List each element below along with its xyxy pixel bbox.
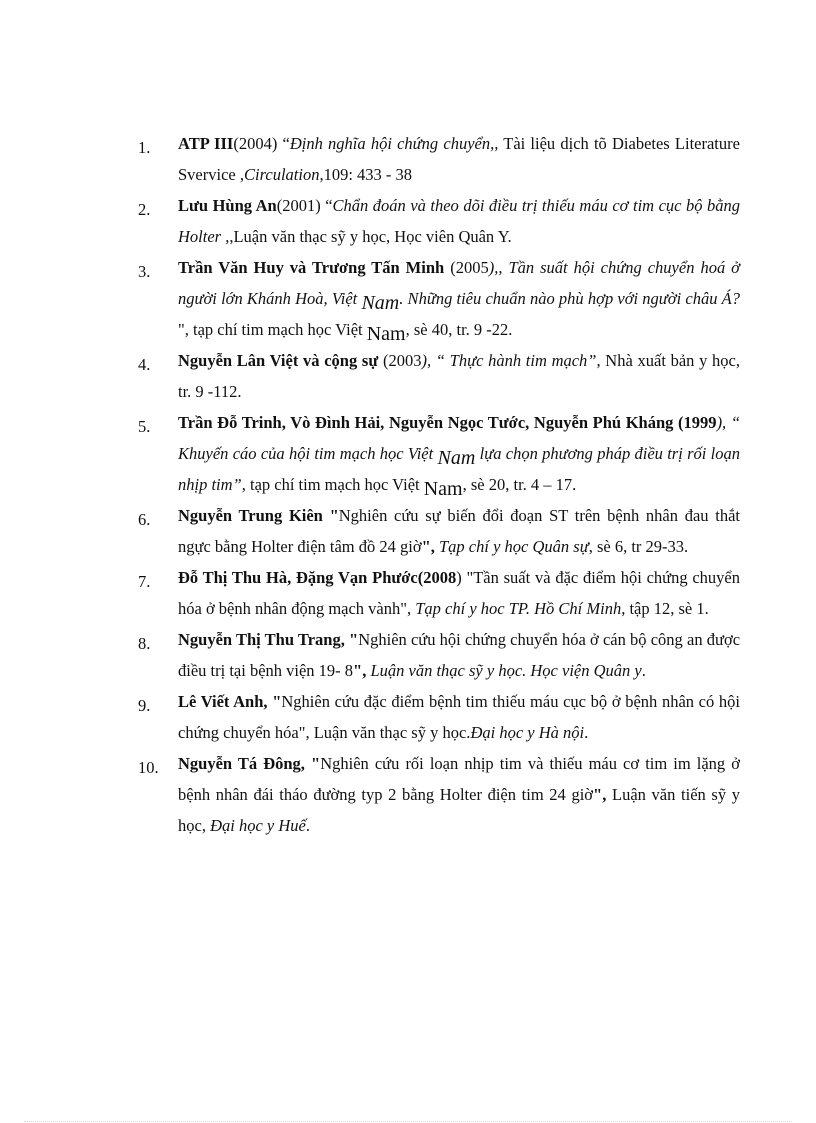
reference-title-text: ),, Tần suất hội chứng chuyển hoá ở người lớn Khánh Hoà, Việt	[178, 258, 740, 308]
reference-text: (2004) “	[233, 134, 290, 153]
reference-text: Nghiên cứu hội chứng chuyển hóa ở cán bộ công an được điều trị tại bệnh viện 19- 8	[178, 630, 741, 680]
reference-number: 3.	[138, 262, 151, 281]
reference-text: ) "Tần suất và đặc điểm hội chứng chuyển hóa ở bệnh nhân động mạch vành",	[178, 568, 741, 618]
reference-item	[138, 190, 740, 252]
reference-authors: Trần Đỗ Trinh, Vò Đình Hải, Nguyễn Ngọc Tước, Nguyễn Phú Kháng (1999	[178, 413, 717, 432]
reference-authors: Trần Văn Huy và Trương Tấn Minh	[178, 258, 445, 277]
reference-authors: ",	[353, 661, 371, 680]
reference-text: (2005	[444, 258, 489, 277]
reference-text: Luận văn tiến sỹ y học,	[178, 785, 740, 835]
reference-text: Nam	[366, 323, 406, 345]
reference-authors: ",	[421, 537, 439, 556]
reference-authors: Lưu Hùng An	[178, 196, 277, 215]
reference-text: (2003	[378, 351, 422, 370]
reference-item	[138, 407, 740, 500]
reference-number: 8.	[138, 634, 151, 653]
reference-authors: ",	[593, 785, 612, 804]
page-bottom-divider	[24, 1121, 792, 1122]
reference-title-text: Chẩn đoán và theo dõi điều trị thiếu máu cơ tim cục bộ bằng Holter ,	[178, 196, 740, 246]
reference-text: Nam	[423, 478, 463, 500]
reference-list	[138, 128, 740, 841]
reference-title-text: Circulation	[243, 165, 320, 184]
reference-item	[138, 562, 740, 624]
reference-item	[138, 500, 740, 562]
reference-text: , sè 40, tr. 9 -22.	[405, 320, 513, 339]
reference-authors: Nguyễn Tá Đông, "	[178, 754, 321, 773]
reference-title-text: Nam	[361, 292, 400, 314]
reference-text: , sè 6, tr 29-33.	[588, 537, 689, 556]
reference-authors: ATP III	[178, 134, 234, 153]
reference-number: 5.	[138, 417, 151, 436]
reference-title-text: ), “ Thực hành tim mạch”	[421, 351, 597, 370]
reference-text: , sè 20, tr. 4 – 17.	[462, 475, 577, 494]
reference-authors: Nguyễn Thị Thu Trang, "	[178, 630, 359, 649]
reference-text: ", tạp chí tim mạch học Việt	[178, 320, 367, 339]
reference-number: 10.	[138, 758, 159, 777]
reference-title-text: lựa chọn phương pháp điều trị rối loạn nhịp tim”	[178, 444, 740, 494]
reference-number: 2.	[138, 200, 151, 219]
reference-title-text: Luận văn thạc sỹ y học. Học viện Quân y	[370, 661, 642, 680]
reference-title-text: Tạp chí y học Quân sự	[439, 537, 589, 556]
reference-item	[138, 624, 740, 686]
reference-authors: Nguyễn Lân Việt và cộng sự	[178, 351, 379, 370]
reference-text: , Nhà xuất bản y học, tr. 9 -112.	[178, 351, 741, 401]
reference-text: ,109: 433 - 38	[319, 165, 413, 184]
reference-text: Nghiên cứu rối loạn nhịp tim và thiếu máu cơ tim im lặng ở bệnh nhân đái tháo đường typ 2 bằng Holter điện tim 24 giờ	[178, 754, 740, 804]
reference-title-text: Đại học y Hà nội	[470, 723, 585, 742]
reference-item	[138, 252, 740, 345]
reference-title-text: . Những tiêu chuẩn nào phù hợp với người châu Á?	[399, 289, 741, 308]
reference-item	[138, 686, 740, 748]
reference-text: , tạp chí tim mạch học Việt	[241, 475, 424, 494]
reference-text: .	[641, 661, 646, 680]
reference-text: (2001) “	[276, 196, 333, 215]
reference-text: ,Luận văn thạc sỹ y học, Học viên Quân Y.	[229, 227, 512, 246]
reference-title-text: Nam	[437, 447, 476, 469]
reference-number: 4.	[138, 355, 151, 374]
reference-title-text: Định nghĩa hội chứng chuyển,,	[289, 134, 499, 153]
reference-item	[138, 748, 740, 841]
reference-authors: Nguyễn Trung Kiên "	[178, 506, 339, 525]
reference-title-text: Đại học y Huế	[210, 816, 306, 835]
reference-title-text: Tạp chí y hoc TP. Hồ Chí Minh	[415, 599, 622, 618]
reference-authors: Lê Viết Anh, "	[178, 692, 282, 711]
reference-text: Nghiên cứu sự biến đổi đoạn ST trên bệnh nhân đau thắt ngực bằng Holter điện tâm đồ 24 giờ	[178, 506, 740, 556]
reference-text: Tài liệu dịch tõ Diabetes Literature Svervice ,	[178, 134, 740, 184]
reference-title-text: ), “ Khuyến cáo của hội tim mạch học Việt	[178, 413, 741, 463]
reference-number: 6.	[138, 510, 151, 529]
reference-text: .	[305, 816, 310, 835]
reference-authors: Đỗ Thị Thu Hà, Đặng Vạn Phước(2008	[178, 568, 457, 587]
reference-text: Nghiên cứu đặc điểm bệnh tim thiếu máu cục bộ ở bệnh nhân có hội chứng chuyển hóa", Luận văn thạc sỹ y học.	[178, 692, 740, 742]
reference-item	[138, 128, 740, 190]
reference-number: 1.	[138, 138, 151, 157]
reference-text: , tập 12, sè 1.	[621, 599, 709, 618]
reference-number: 9.	[138, 696, 151, 715]
reference-text: .	[584, 723, 589, 742]
reference-item	[138, 345, 740, 407]
reference-number: 7.	[138, 572, 151, 591]
